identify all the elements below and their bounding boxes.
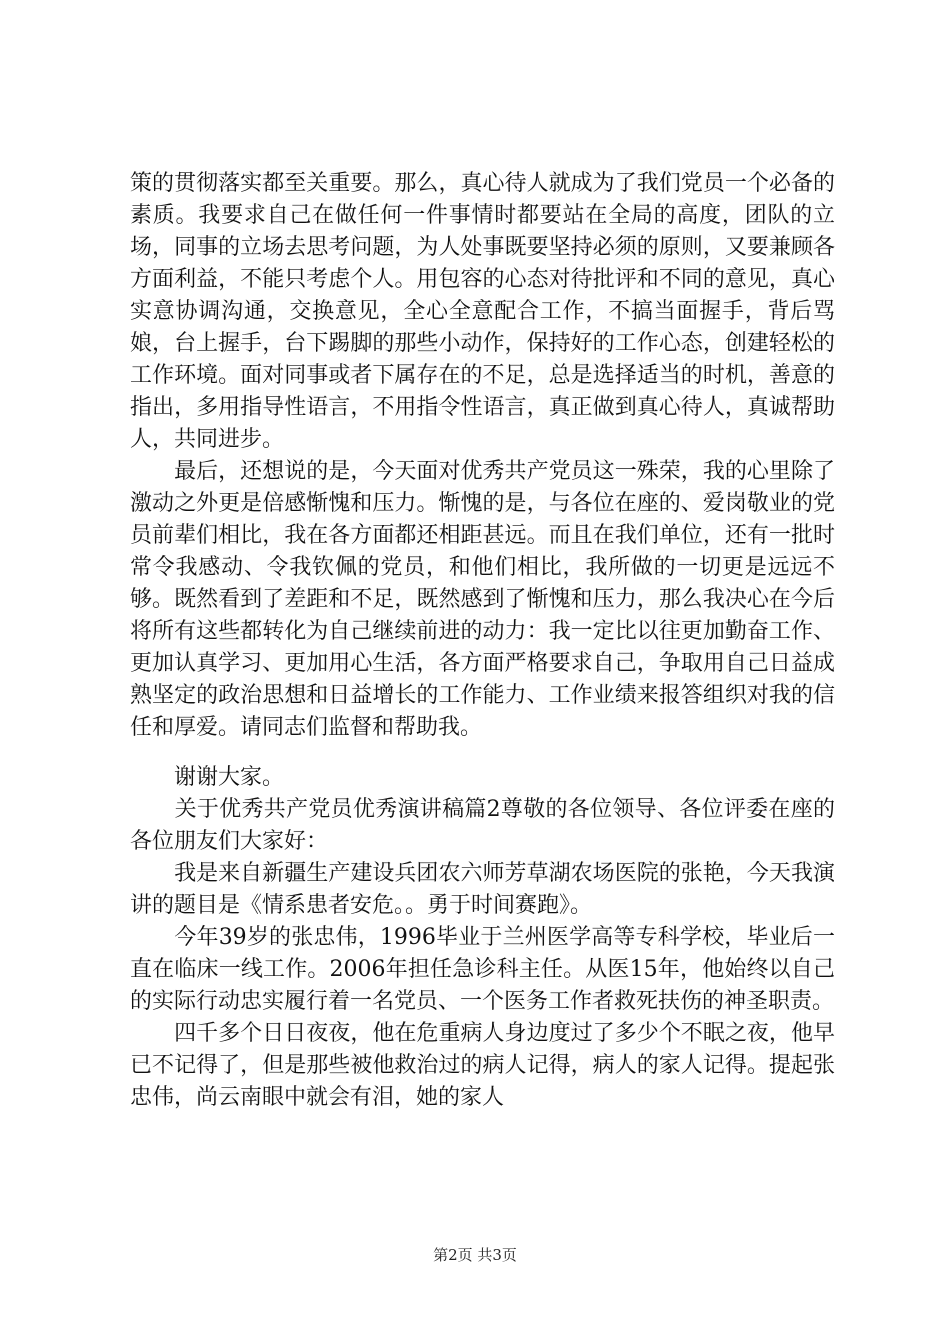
paragraph: 我是来自新疆生产建设兵团农六师芳草湖农场医院的张艳，今天我演讲的题目是《情系患者安危。。勇于时间赛跑》。 — [130, 861, 835, 918]
page-footer: 第2页 共3页 — [433, 1246, 517, 1264]
paragraph: 最后，还想说的是，今天面对优秀共产党员这一殊荣，我的心里除了激动之外更是倍感惭愧和压力。惭愧的是，与各位在座的、爱岗敬业的党员前辈们相比，我在各方面都还相距甚远。而且在我们单位，还有一批时常令我感动、令我钦佩的党员，和他们相比，我所做的一切更是远远不够。既然看到了差距和不足，既然感到了惭愧和压力，那么我决心在今后将所有这些都转化为自己继续前进的动力：我一定比以往更加勤奋工作、更加认真学习、更加用心生活，各方面严格要求自己，争取用自己日益成熟坚定的政治思想和日益增长的工作能力、工作业绩来报答组织对我的信任和厚爱。请同志们监督和帮助我。 — [130, 459, 835, 740]
paragraph: 关于优秀共产党员优秀演讲稿篇2尊敬的各位领导、各位评委在座的各位朋友们大家好： — [130, 797, 835, 854]
body-text-upper — [130, 168, 835, 1114]
paragraph-gap — [130, 744, 835, 762]
paragraph: 策的贯彻落实都至关重要。那么，真心待人就成为了我们党员一个必备的素质。我要求自己在做任何一件事情时都要站在全局的高度，团队的立场，同事的立场去思考问题，为人处事既要坚持必须的原则，又要兼顾各方面利益，不能只考虑个人。用包容的心态对待批评和不同的意见，真心实意协调沟通，交换意见，全心全意配合工作，不搞当面握手，背后骂娘，台上握手，台下踢脚的那些小动作，保持好的工作心态，创建轻松的工作环境。面对同事或者下属存在的不足，总是选择适当的时机，善意的指出，多用指导性语言，不用指令性语言，真正做到真心待人，真诚帮助人，共同进步。 — [130, 171, 835, 452]
paragraph: 四千多个日日夜夜，他在危重病人身边度过了多少个不眠之夜，他早已不记得了，但是那些被他救治过的病人记得，病人的家人记得。提起张忠伟，尚云南眼中就会有泪，她的家人 — [130, 1021, 835, 1110]
paragraph: 今年39岁的张忠伟，1996毕业于兰州医学高等专科学校，毕业后一直在临床一线工作。2006年担任急诊科主任。从医15年，他始终以自己的实际行动忠实履行着一名党员、一个医务工作者救死扶伤的神圣职责。 — [130, 925, 835, 1014]
paragraph: 谢谢大家。 — [130, 765, 285, 790]
